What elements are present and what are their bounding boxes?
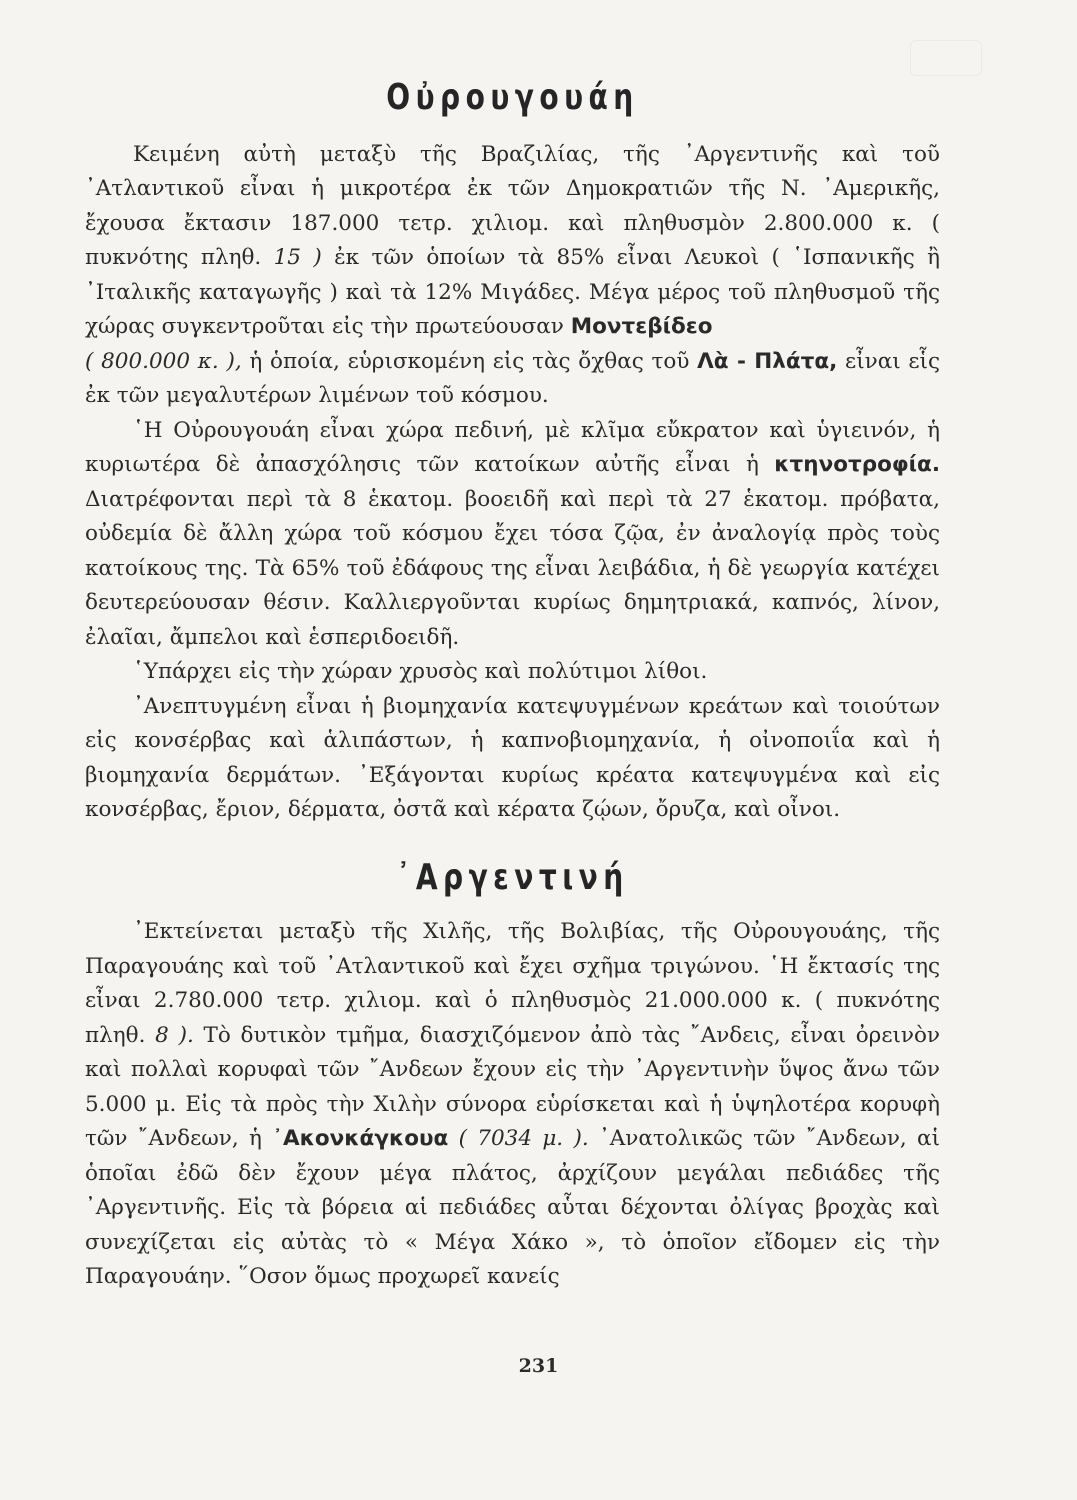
capital-name: Μοντεβίδεο bbox=[570, 314, 713, 340]
text-run: ἡ ὁποία, εὑρισκομένη εἰς τὰς ὄχθας τοῦ bbox=[241, 348, 698, 374]
livestock-term: κτηνοτροφία. bbox=[774, 452, 940, 478]
density-value: 8 ). bbox=[155, 1022, 194, 1048]
river-name: Λὰ - Πλάτα, bbox=[697, 348, 838, 374]
density-value: 15 ) bbox=[273, 245, 322, 271]
text-run: ᾽Ανατολικῶς τῶν ῎Ανδεων, αἱ ὁποῖαι ἐδῶ δὲν ἔχουν μέγα πλάτος, ἀρχίζουν μεγάλαι πεδιάδες τῆς ᾽Αργεντινῆς. Εἰς τὰ βόρεια αἱ πεδιάδες αὗται δέχονται ὀλίγας βροχὰς καὶ συνεχίζεται εἰς αὐτὰς τὸ « Μέγα Χάκο », τὸ ὁποῖον εἴδομεν εἰς τὴν Παραγουάην. ῞Οσον ὅμως προχωρεῖ κανείς bbox=[85, 1126, 940, 1290]
text-run: Διατρέφονται περὶ τὰ 8 ἑκατομ. βοοειδῆ καὶ περὶ τὰ 27 ἑκατομ. πρόβατα, οὐδεμία δὲ ἄλλη χώρα τοῦ κόσμου ἔχει τόσα ζῷα, ἐν ἀναλογίᾳ πρὸς τοὺς κατοίκους της. Τὰ 65% τοῦ ἐδάφους της εἶναι λειβάδια, ἡ δὲ γεωργία κατέχει δευτερεύουσαν θέσιν. Καλλιεργοῦνται κυρίως δημητριακά, καπνός, λίνον, ἐλαῖαι, ἄμπελοι καὶ ἑσπεριδοειδῆ. bbox=[85, 486, 940, 650]
text-run: ἐκ τῶν ὁποίων τὰ 85% εἶναι Λευκοὶ ( ῾Ισπανικῆς ἢ ᾽Ιταλικῆς καταγωγῆς ) καὶ τὰ 12% Μιγάδες. Μέγα μέρος τοῦ πληθυσμοῦ τῆς χώρας συγκεντροῦται εἰς τὴν πρωτεύουσαν bbox=[85, 245, 940, 340]
section-title-uruguay: Οὐρουγουάη bbox=[386, 77, 639, 118]
text-run: ῾Η Οὐρουγουάη εἶναι χώρα πεδινή, μὲ κλῖμα εὔκρατον καὶ ὑγιεινόν, ἡ κυριωτέρα δὲ ἀπασχόλησις τῶν κατοίκων αὐτῆς εἶναι ἡ bbox=[85, 417, 940, 478]
paragraph-uruguay-minerals: ῾Υπάρχει εἰς τὴν χώραν χρυσὸς καὶ πολύτιμοι λίθοι. bbox=[133, 659, 708, 685]
paragraph-uruguay-overview bbox=[85, 138, 940, 414]
text-run: Τὸ δυτικὸν τμῆμα, διασχιζόμενον ἀπὸ τὰς ῎Ανδεις, εἶναι ὀρεινὸν καὶ πολλαὶ κορυφαὶ τῶν ῎Ανδεων ἔχουν εἰς τὴν ᾽Αργεντινὴν ὕψος ἄνω τῶν 5.000 μ. Εἰς τὰ πρὸς τὴν Χιλὴν σύνορα εὑρίσκεται καὶ ἡ ὑψηλοτέρα κορυφὴ τῶν ῎Ανδεων, ἡ bbox=[85, 1022, 940, 1152]
text-run: Κειμένη αὐτὴ μεταξὺ τῆς Βραζιλίας, τῆς ᾽Αργεντινῆς καὶ τοῦ ᾽Ατλαντικοῦ εἶναι ἡ μικροτέρα ἐκ τῶν Δημοκρατιῶν τῆς Ν. ᾽Αμερικῆς, ἔχουσα ἔκτασιν 187.000 τετρ. χιλιομ. καὶ πληθυσμὸν 2.800.000 κ. ( πυκνότης πληθ. bbox=[85, 141, 940, 271]
text-run: ᾽Εκτείνεται μεταξὺ τῆς Χιλῆς, τῆς Βολιβίας, τῆς Οὐρουγουάης, τῆς Παραγουάης καὶ τοῦ ᾽Ατλαντικοῦ καὶ ἔχει σχῆμα τριγώνου. ῾Η ἔκτασίς της εἶναι 2.780.000 τετρ. χιλιομ. καὶ ὁ πληθυσμὸς 21.000.000 κ. ( πυκνότης πληθ. bbox=[85, 919, 940, 1048]
page-content bbox=[85, 70, 940, 1295]
paragraph-argentina-overview bbox=[85, 915, 940, 1295]
paragraph-uruguay-economy bbox=[85, 414, 940, 656]
paragraph-uruguay-industry: ᾽Ανεπτυγμένη εἶναι ἡ βιομηχανία κατεψυγμένων κρεάτων καὶ τοιούτων εἰς κονσέρβας καὶ ἁλιπάστων, ἡ καπνοβιομηχανία, ἡ οἰνοποιΐα καὶ ἡ βιομηχανία δερμάτων. ᾽Εξάγονται κυρίως κρέατα κατεψυγμένα καὶ εἰς κονσέρβας, ἔριον, δέρματα, ὀστᾶ καὶ κέρατα ζῴων, ὄρυζα, καὶ οἶνοι. bbox=[85, 693, 940, 823]
text-run: εἶναι εἷς ἐκ τῶν μεγαλυτέρων λιμένων τοῦ κόσμου. bbox=[85, 348, 940, 409]
capital-population: ( 800.000 κ. ), bbox=[85, 348, 242, 374]
peak-height: ( 7034 μ. ). bbox=[448, 1126, 589, 1152]
peak-name: ᾽Ακονκάγκουα bbox=[272, 1126, 449, 1152]
section-title-argentina: ᾽Αργεντινή bbox=[396, 856, 629, 898]
page-number: 231 bbox=[518, 1355, 559, 1377]
